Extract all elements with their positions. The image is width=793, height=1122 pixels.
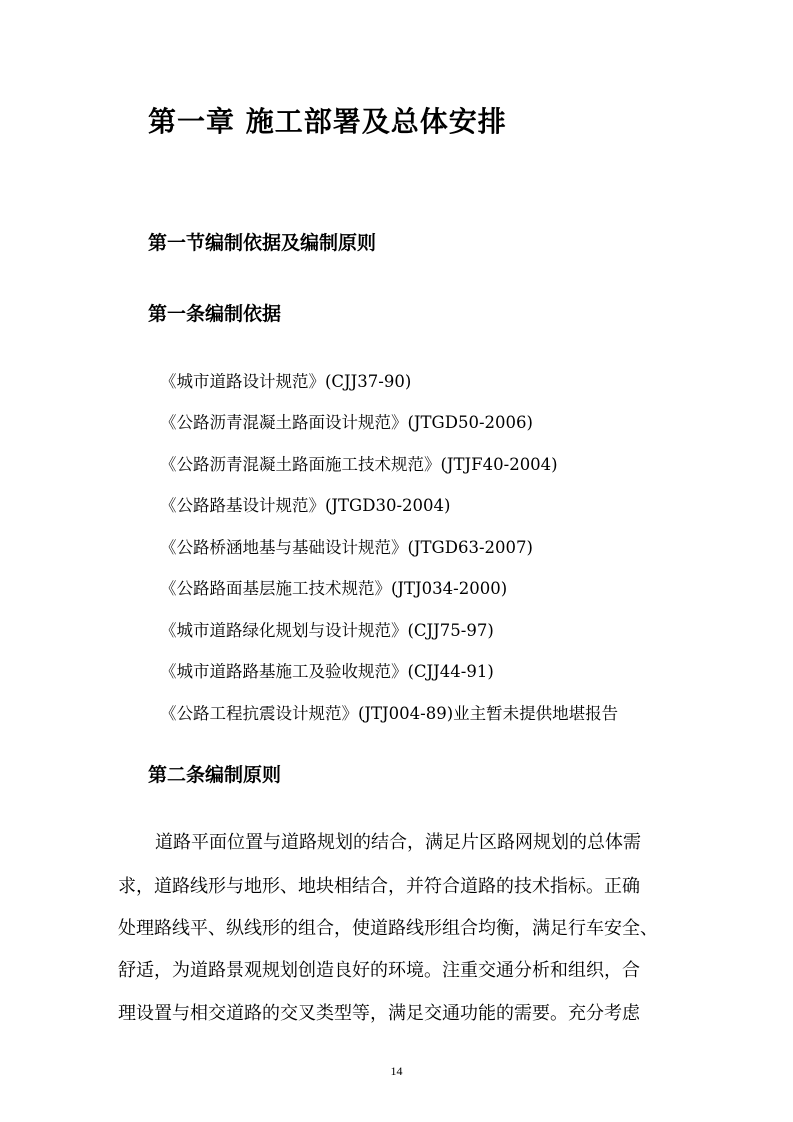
reference-item: 《公路沥青混凝土路面施工技术规范》(JTJF40-2004) bbox=[160, 455, 558, 474]
article-2-title: 第二条编制原则 bbox=[148, 764, 282, 786]
paragraph-line: 道路平面位置与道路规划的结合，满足片区路网规划的总体需 bbox=[155, 832, 641, 853]
paragraph-line: 处理路线平、纵线形的组合，使道路线形组合均衡，满足行车安全、 bbox=[118, 918, 658, 939]
reference-item: 《城市道路绿化规划与设计规范》(CJJ75-97) bbox=[160, 621, 494, 640]
reference-item: 《城市道路路基施工及验收规范》(CJJ44-91) bbox=[160, 662, 494, 681]
section-title: 第一节编制依据及编制原则 bbox=[148, 232, 377, 254]
paragraph-line: 求，道路线形与地形、地块相结合，并符合道路的技术指标。正确 bbox=[118, 876, 640, 897]
paragraph-line: 舒适，为道路景观规划创造良好的环境。注重交通分析和组织，合 bbox=[118, 960, 640, 981]
reference-item: 《公路工程抗震设计规范》(JTJ004-89)业主暂未提供地堪报告 bbox=[160, 704, 619, 723]
chapter-title: 第一章 施工部署及总体安排 bbox=[148, 105, 507, 138]
reference-item: 《公路路面基层施工技术规范》(JTJ034-2000) bbox=[160, 579, 508, 598]
reference-item: 《公路沥青混凝土路面设计规范》(JTGD50-2006) bbox=[160, 413, 533, 432]
article-1-title: 第一条编制依据 bbox=[148, 303, 282, 325]
reference-item: 《城市道路设计规范》(CJJ37-90) bbox=[160, 372, 412, 391]
page-number: 14 bbox=[390, 1064, 403, 1078]
reference-item: 《公路路基设计规范》(JTGD30-2004) bbox=[160, 496, 451, 515]
reference-item: 《公路桥涵地基与基础设计规范》(JTGD63-2007) bbox=[160, 538, 533, 557]
paragraph-line: 理设置与相交道路的交叉类型等，满足交通功能的需要。充分考虑 bbox=[118, 1003, 640, 1024]
